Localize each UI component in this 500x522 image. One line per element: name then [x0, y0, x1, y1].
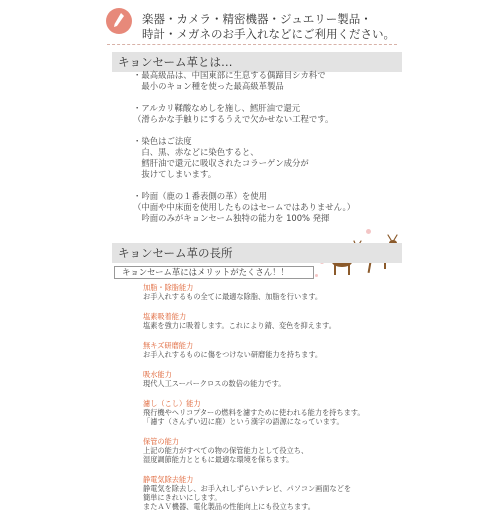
merit-line: お手入れするものに傷をつけない研磨能力を持ちます。	[143, 350, 323, 360]
feature-item	[133, 103, 403, 125]
decorative-dot	[315, 274, 318, 277]
intro-line: 時計・メガネのお手入れなどにご利用ください。	[142, 27, 395, 41]
merit-line: 塩素を強力に吸着します。これにより錆、変色を抑えます。	[143, 321, 336, 331]
merit-item	[143, 399, 403, 427]
section-heading-about: キョンセーム革とは…	[112, 52, 402, 72]
intro-line: 楽器・カメラ・精密機器・ジュエリー製品・	[142, 12, 372, 26]
merit-title: 加脂・除脂能力	[143, 283, 194, 292]
merit-line: 現代人工スーパークロスの数倍の能力です。	[143, 378, 286, 388]
intro-text	[142, 12, 395, 42]
merit-item	[143, 437, 403, 465]
merit-line: 簡単にきれいにします。	[143, 493, 222, 503]
divider	[107, 44, 397, 45]
feature-line: 鱈肝油で還元に吸収されたコラーゲン成分が	[133, 158, 309, 168]
feature-line: 最小のキョン種を使った最高級革製品	[133, 81, 284, 91]
section-heading-merits: キョンセーム革の長所	[112, 243, 402, 263]
pencil-icon	[106, 8, 132, 34]
merit-line: 湿度調節能力とともに最適な環境を保ちます。	[143, 455, 294, 465]
merit-item	[143, 283, 403, 301]
merit-line: お手入れするもの全てに最適な除脂、加脂を行います。	[143, 292, 323, 302]
merit-label: キョンセーム革にはメリットがたくさん！！	[114, 266, 314, 279]
merit-line: またＡＶ機器、電化製品の性能向上にも役立ちます。	[143, 502, 315, 512]
merit-line: 上記の能力がすべての物の保管能力として役立ち、	[143, 445, 309, 455]
feature-line: 抜けてしまいます。	[133, 169, 217, 179]
merit-title: 保管の能力	[143, 436, 179, 446]
merit-title: 吸水能力	[143, 369, 172, 379]
feature-line: 白、黒、赤などに染色すると、	[133, 147, 259, 157]
feature-line: ・染色はご法度	[133, 136, 192, 146]
merit-title: 静電気除去能力	[143, 474, 194, 484]
feature-line: 吟面のみがキョンセーム独特の能力を 100% 発揮	[133, 213, 330, 223]
feature-line: （中面や中床面を使用したものはセームではありません。）	[133, 202, 356, 212]
feature-item	[133, 70, 403, 92]
feature-item	[133, 136, 403, 180]
feature-line: （滑らかな手触りにするうえで欠かせない工程です。	[133, 114, 334, 124]
feature-item	[133, 191, 403, 224]
feature-list	[133, 70, 403, 235]
merit-line: 静電気を除去し、お手入れしずらいテレビ、パソコン画面などを	[143, 484, 352, 494]
feature-line: ・吟面（鹿の１番表側の革）を使用	[133, 191, 267, 201]
merit-item	[143, 341, 403, 359]
merit-list	[143, 283, 403, 522]
merit-item	[143, 475, 403, 512]
merit-item	[143, 370, 403, 388]
merit-title: 濾し（こし）能力	[143, 398, 201, 408]
merit-title: 塩素吸着能力	[143, 311, 187, 321]
merit-line: 「濾す（さんずい辺に鹿）という漢字の語源になっています。	[143, 417, 344, 427]
feature-line: ・アルカリ鞣酸なめしを施し、鱈肝油で還元	[133, 103, 301, 113]
merit-line: 飛行機やヘリコプターの燃料を濾すために使われる能力を持ちます。	[143, 407, 365, 417]
feature-line: ・最高級品は、中国東部に生息する偶蹄目シカ科で	[133, 70, 326, 80]
merit-title: 無キズ研磨能力	[143, 340, 194, 350]
merit-item	[143, 312, 403, 330]
